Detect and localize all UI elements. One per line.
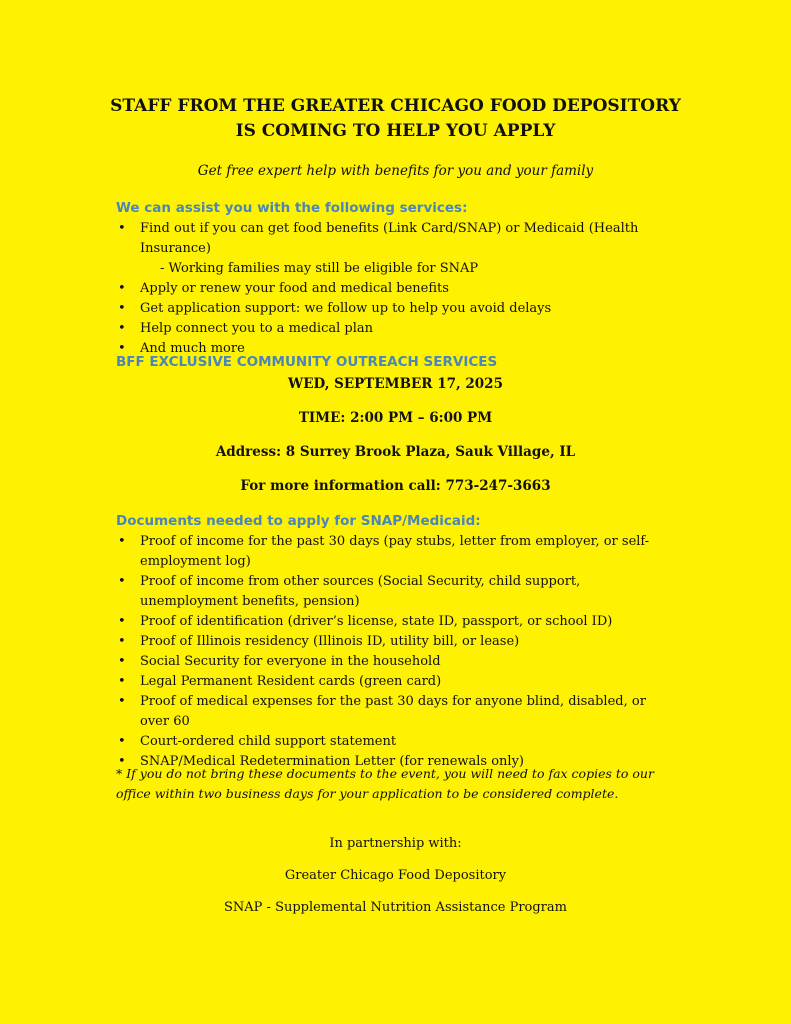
bullet-icon: • bbox=[118, 321, 126, 336]
document-item-text: Proof of income for the past 30 days (pay stubs, letter from employer, or self-employment log) bbox=[140, 534, 650, 569]
flyer-title bbox=[0, 94, 791, 144]
service-sub-item: - Working families may still be eligible for SNAP bbox=[160, 261, 479, 276]
bullet-icon: • bbox=[118, 281, 126, 296]
services-heading: We can assist you with the following services: bbox=[116, 200, 468, 216]
bullet-icon: • bbox=[118, 341, 126, 356]
event-address: Address: 8 Surrey Brook Plaza, Sauk Village, IL bbox=[215, 444, 576, 460]
bullet-icon: • bbox=[118, 694, 126, 709]
bullet-icon: • bbox=[118, 754, 126, 769]
service-item-text: Find out if you can get food benefits (Link Card/SNAP) or Medicaid (Health Insurance) bbox=[140, 221, 639, 256]
bullet-icon: • bbox=[118, 634, 126, 649]
list-item bbox=[116, 672, 656, 692]
bullet-icon: • bbox=[118, 301, 126, 316]
bullet-icon: • bbox=[118, 534, 126, 549]
service-item-text: Get application support: we follow up to help you avoid delays bbox=[140, 301, 552, 316]
bullet-icon: • bbox=[118, 654, 126, 669]
document-item-text: Proof of Illinois residency (Illinois ID, utility bill, or lease) bbox=[140, 634, 520, 649]
bullet-icon: • bbox=[118, 574, 126, 589]
event-date: WED, SEPTEMBER 17, 2025 bbox=[288, 376, 503, 392]
list-item bbox=[116, 632, 656, 652]
document-item-text: Proof of medical expenses for the past 30 days for anyone blind, disabled, or over 60 bbox=[140, 694, 646, 729]
bullet-icon: • bbox=[118, 734, 126, 749]
event-phone: For more information call: 773-247-3663 bbox=[240, 478, 551, 494]
bullet-icon: • bbox=[118, 674, 126, 689]
list-item bbox=[116, 299, 676, 319]
bullet-icon: • bbox=[118, 614, 126, 629]
list-item bbox=[116, 652, 656, 672]
list-item bbox=[116, 319, 676, 339]
list-item bbox=[116, 219, 676, 279]
service-item-text: Apply or renew your food and medical benefits bbox=[140, 281, 449, 296]
service-item-text: Help connect you to a medical plan bbox=[140, 321, 373, 336]
list-item bbox=[116, 612, 656, 632]
list-item bbox=[116, 532, 656, 572]
title-line-1: STAFF FROM THE GREATER CHICAGO FOOD DEPOSITORY bbox=[110, 96, 681, 116]
document-item-text: SNAP/Medical Redetermination Letter (for renewals only) bbox=[140, 754, 525, 769]
list-item bbox=[116, 572, 656, 612]
list-item bbox=[116, 692, 656, 732]
service-item-text: And much more bbox=[140, 341, 245, 356]
document-item-text: Social Security for everyone in the household bbox=[140, 654, 441, 669]
event-heading: BFF EXCLUSIVE COMMUNITY OUTREACH SERVICES bbox=[116, 354, 498, 370]
document-item-text: Proof of income from other sources (Social Security, child support, unemployment benefits, pension) bbox=[140, 574, 581, 609]
title-line-2: IS COMING TO HELP YOU APPLY bbox=[235, 121, 556, 141]
services-list bbox=[116, 219, 676, 359]
list-item bbox=[116, 279, 676, 299]
bullet-icon: • bbox=[118, 221, 126, 236]
documents-heading: Documents needed to apply for SNAP/Medicaid: bbox=[116, 513, 481, 529]
document-item-text: Proof of identification (driver’s license, state ID, passport, or school ID) bbox=[140, 614, 613, 629]
list-item bbox=[116, 732, 656, 752]
document-item-text: Court-ordered child support statement bbox=[140, 734, 397, 749]
partner-name-2: SNAP - Supplemental Nutrition Assistance Program bbox=[224, 900, 567, 915]
partnership-label: In partnership with: bbox=[329, 836, 462, 851]
documents-note: * If you do not bring these documents to the event, you will need to fax copies to our office within two business days for your application to be considered complete. bbox=[116, 766, 654, 801]
document-item-text: Legal Permanent Resident cards (green card) bbox=[140, 674, 442, 689]
flyer-subtitle: Get free expert help with benefits for you and your family bbox=[197, 163, 594, 179]
event-time: TIME: 2:00 PM – 6:00 PM bbox=[298, 410, 493, 426]
partner-name-1: Greater Chicago Food Depository bbox=[284, 868, 507, 883]
documents-list bbox=[116, 532, 656, 772]
